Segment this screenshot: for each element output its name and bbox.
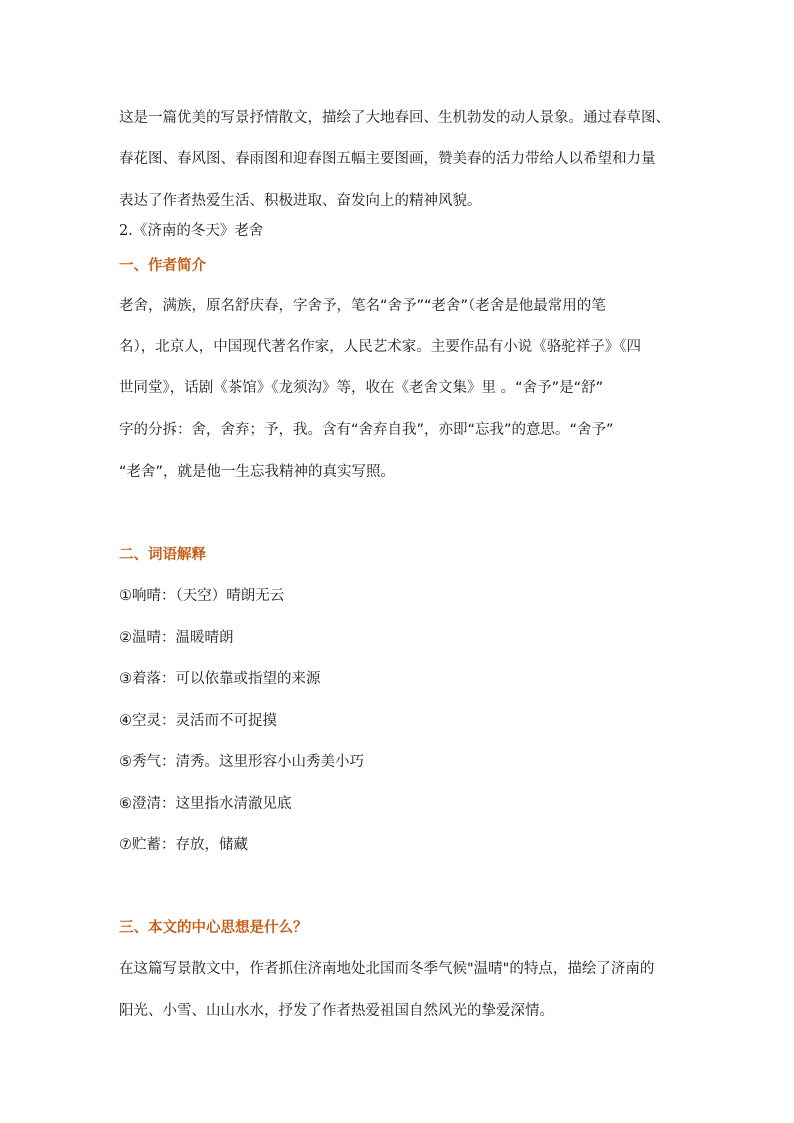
theme-line-1: 在这篇写景散文中，作者抓住济南地处北国而冬季气候"温晴"的特点，描绘了济南的 [119,961,655,977]
vocab-item-5: ⑤秀气：清秀。这里形容小山秀美小巧 [119,754,364,770]
vocab-item-3: ③着落：可以依靠或指望的来源 [119,671,321,687]
author-line-2: 名），北京人，中国现代著名作家，人民艺术家。主要作品有小说《骆驼祥子》《四 [119,339,641,355]
vocab-item-7: ⑦贮蓄：存放，储藏 [119,837,248,853]
author-line-3: 世同堂》，话剧《茶馆》《龙须沟》等，收在《老舍文集》里 。“舍予”是“舒” [119,380,604,396]
section-heading-theme: 三、本文的中心思想是什么？ [119,920,308,936]
vocab-item-1: ①响晴：（天空）晴朗无云 [119,588,285,604]
author-line-5: “老舍”，就是他一生忘我精神的真实写照。 [119,464,396,480]
intro-line-3: 表达了作者热爱生活、积极进取、奋发向上的精神风貌。 [119,193,482,209]
intro-line-1: 这是一篇优美的写景抒情散文，描绘了大地春回、生机勃发的动人景象。通过春草图、 [119,110,670,126]
author-line-1: 老舍，满族，原名舒庆春，字舍予，笔名“舍予”“老舍”（老舍是他最常用的笔 [119,298,606,314]
vocab-item-4: ④空灵：灵活而不可捉摸 [119,713,277,729]
vocab-item-2: ②温晴：温暖晴朗 [119,630,234,646]
author-line-4: 字的分拆：舍，舍弃；予，我。含有“舍弃自我”，亦即“忘我”的意思。“舍予” [119,422,614,438]
theme-line-2: 阳光、小雪、山山水水，抒发了作者热爱祖国自然风光的挚爱深情。 [119,1003,554,1019]
intro-line-2: 春花图、春风图、春雨图和迎春图五幅主要图画，赞美春的活力带给人以希望和力量 [119,151,656,167]
section-heading-vocabulary: 二、词语解释 [119,547,206,563]
article-title: 2.《济南的冬天》老舍 [119,223,264,239]
section-heading-author: 一、作者简介 [119,258,206,274]
vocab-item-6: ⑥澄清：这里指水清澈见底 [119,796,292,812]
